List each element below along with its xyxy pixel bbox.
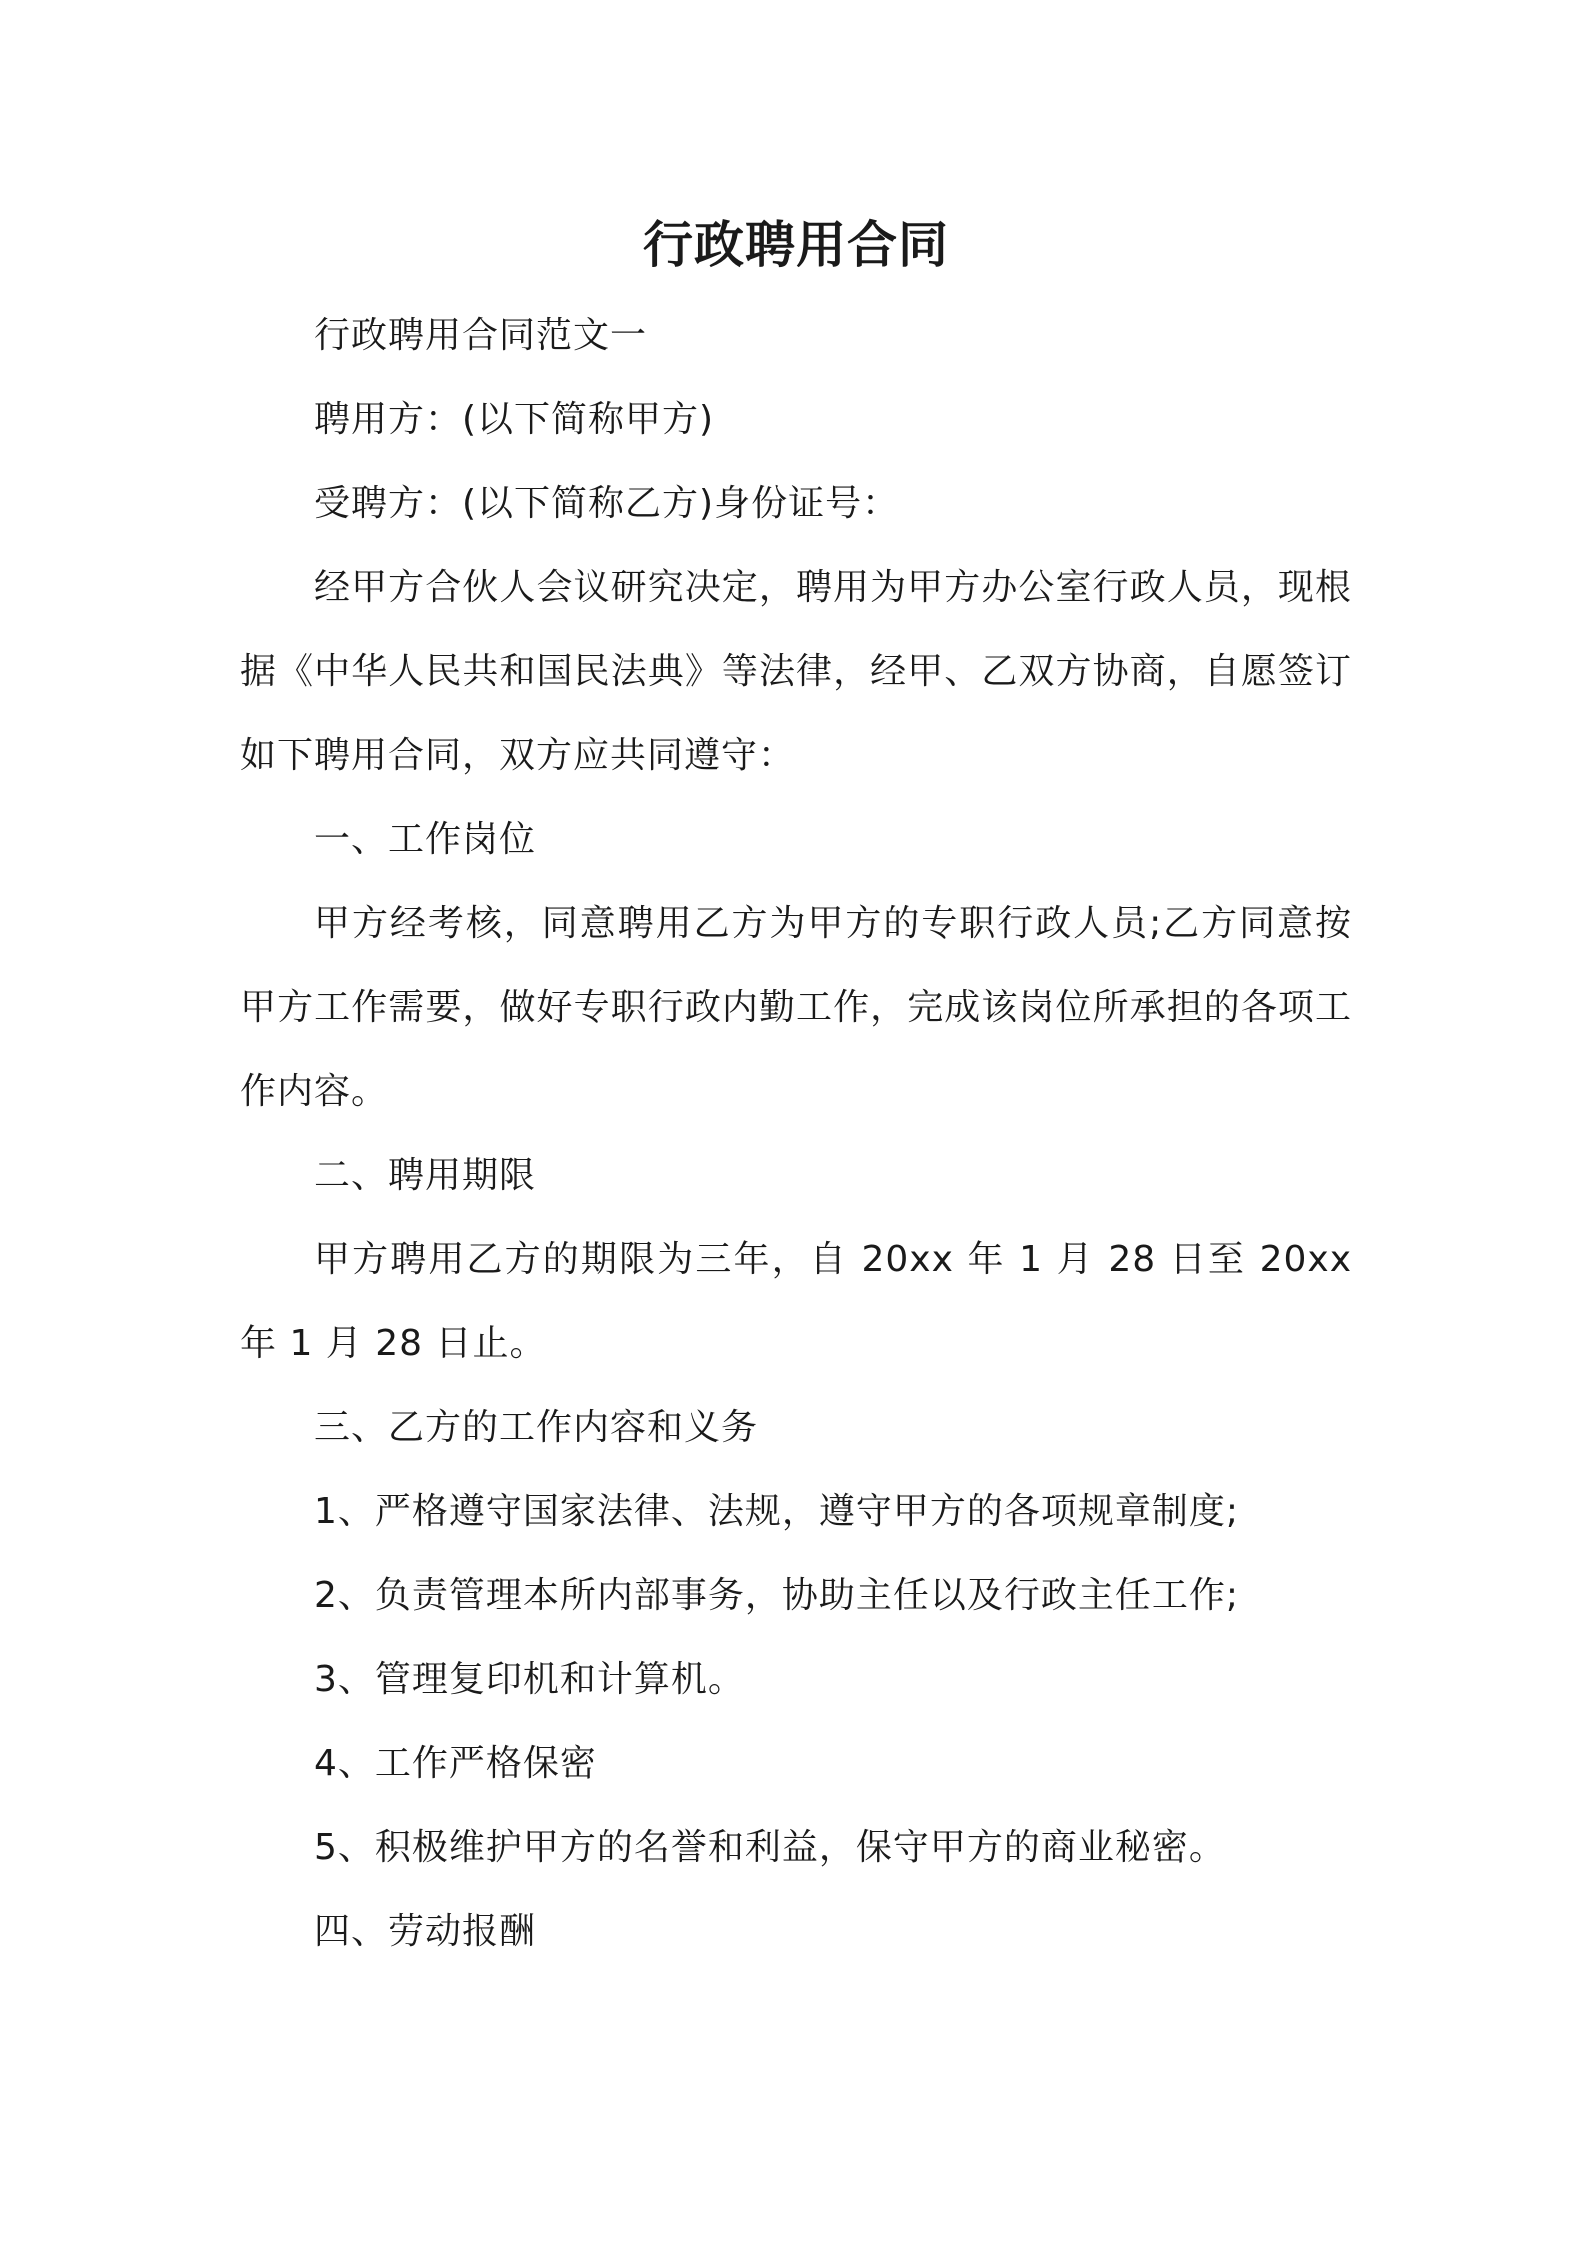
section-heading-position: 一、工作岗位 [314,819,537,860]
document-body [240,210,1352,1974]
section-heading-duties: 三、乙方的工作内容和义务 [314,1407,759,1448]
duty-item-4: 4、工作严格保密 [314,1743,597,1784]
duty-item-3: 3、管理复印机和计算机。 [314,1659,745,1700]
employer-line: 聘用方：(以下简称甲方) [314,399,715,440]
duty-item-1: 1、严格遵守国家法律、法规，遵守甲方的各项规章制度; [314,1491,1240,1532]
subtitle-paragraph: 行政聘用合同范文一 [314,315,648,356]
document-title: 行政聘用合同 [643,216,949,274]
section-heading-term: 二、聘用期限 [314,1155,537,1196]
position-paragraph: 甲方经考核，同意聘用乙方为甲方的专职行政人员;乙方同意按甲方工作需要，做好专职行政内勤工作，完成该岗位所承担的各项工作内容。 [240,903,1352,1112]
section-heading-compensation: 四、劳动报酬 [314,1911,537,1952]
duty-item-2: 2、负责管理本所内部事务，协助主任以及行政主任工作; [314,1575,1240,1616]
duty-item-5: 5、积极维护甲方的名誉和利益，保守甲方的商业秘密。 [314,1827,1226,1868]
term-paragraph: 甲方聘用乙方的期限为三年，自 20xx 年 1 月 28 日至 20xx 年 1 月 28 日止。 [240,1239,1352,1364]
intro-paragraph: 经甲方合伙人会议研究决定，聘用为甲方办公室行政人员，现根据《中华人民共和国民法典》等法律，经甲、乙双方协商，自愿签订如下聘用合同，双方应共同遵守： [240,567,1352,776]
employee-line: 受聘方：(以下简称乙方)身份证号： [314,483,900,524]
